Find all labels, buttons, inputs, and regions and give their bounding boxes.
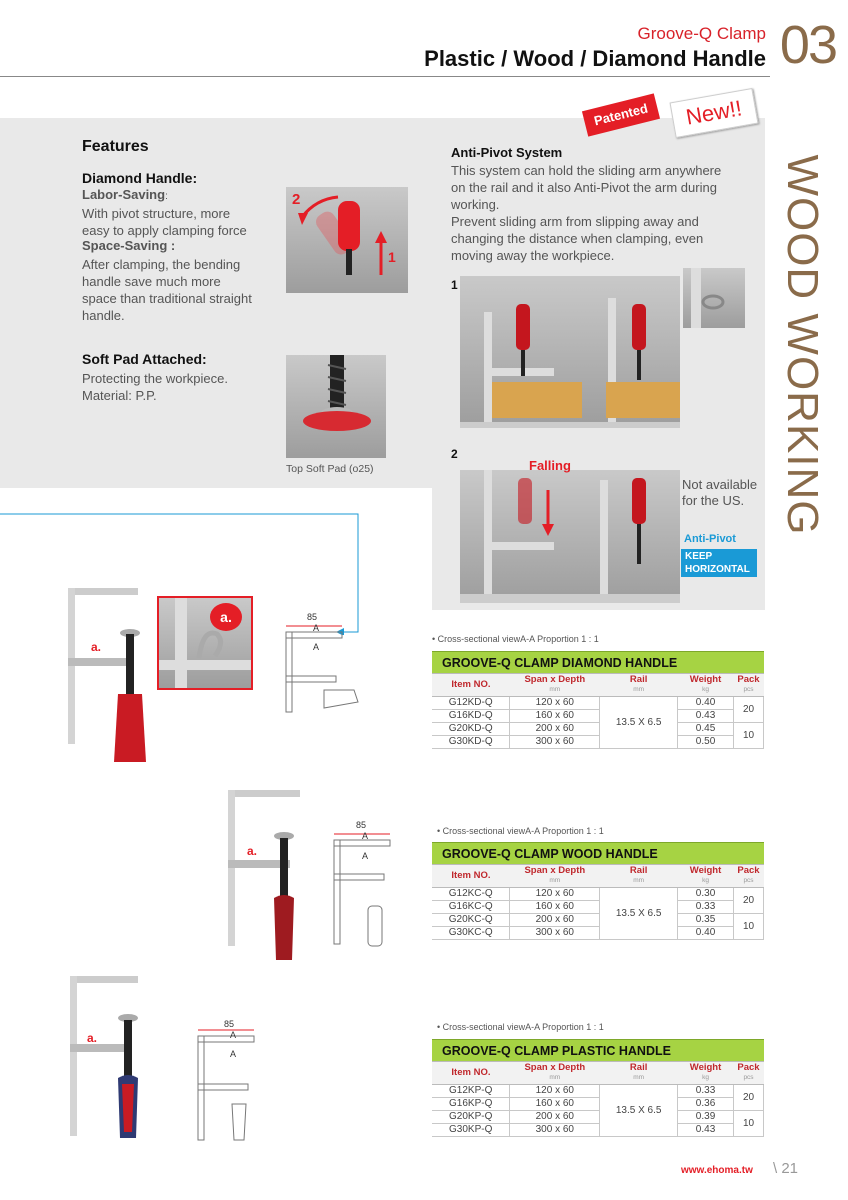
col-item: Item NO. <box>432 865 510 888</box>
cross-section-note-2: • Cross-sectional viewA-A Proportion 1 : 1 <box>437 826 604 836</box>
anti-pivot-label: Anti-Pivot <box>684 533 736 545</box>
col-weight: Weight kg <box>678 1062 734 1085</box>
step-number-1: 1 <box>451 278 458 292</box>
arrow-label-2: 2 <box>292 191 301 208</box>
diamond-section-a-top: A <box>313 623 320 633</box>
soft-pad-caption: Top Soft Pad (o25) <box>286 463 374 475</box>
callout-a-plastic: a. <box>87 1031 98 1045</box>
callout-a-badge: a. <box>210 603 242 631</box>
table-row: G16KD-Q 160 x 60 0.43 <box>432 710 764 723</box>
plastic-section-a-bottom: A <box>230 1049 237 1059</box>
labor-saving-label: Labor-Saving: <box>82 187 168 202</box>
plastic-width-dim: 85 <box>224 1019 235 1029</box>
table-row: G20KD-Q 200 x 60 0.45 10 <box>432 723 764 736</box>
wood-width-dim: 85 <box>356 820 367 830</box>
diamond-handle-heading: Diamond Handle: <box>82 170 198 186</box>
col-weight: Weight kg <box>678 865 734 888</box>
category-vertical-label: WOOD WORKING <box>778 154 827 536</box>
plastic-clamp-image <box>56 972 156 1142</box>
space-saving-text: After clamping, the bending handle save much more space than traditional straight handle. <box>82 257 252 323</box>
cross-section-note-1: • Cross-sectional viewA-A Proportion 1 : 1 <box>432 634 599 644</box>
callout-a-wood: a. <box>247 844 258 858</box>
col-rail: Rail mm <box>600 865 678 888</box>
anti-pivot-photo-2 <box>460 470 680 603</box>
col-item: Item NO. <box>432 674 510 697</box>
table-row: G30KD-Q 300 x 60 0.50 <box>432 736 764 749</box>
keep-horizontal-badge: KEEP HORIZONTAL <box>681 549 757 577</box>
diamond-section-a-bottom: A <box>313 642 320 652</box>
col-rail: Rail mm <box>600 674 678 697</box>
diamond-table-title: GROOVE-Q CLAMP DIAMOND HANDLE <box>432 651 764 673</box>
header-subtitle: Groove-Q Clamp <box>637 24 766 43</box>
arrow-label-1: 1 <box>388 249 396 265</box>
section-number: 03 <box>779 15 836 75</box>
website-link[interactable]: www.ehoma.tw <box>681 1165 753 1176</box>
plastic-cross-section-drawing <box>192 1026 262 1146</box>
diamond-cross-section-drawing <box>280 618 360 718</box>
diamond-clamp-image <box>60 586 160 768</box>
cross-section-note-3: • Cross-sectional viewA-A Proportion 1 : 1 <box>437 1022 604 1032</box>
step-number-2: 2 <box>451 447 458 461</box>
table-row: G30KC-Q 300 x 60 0.40 <box>432 927 764 940</box>
plastic-table-title: GROOVE-Q CLAMP PLASTIC HANDLE <box>432 1039 764 1061</box>
anti-pivot-photo-1 <box>460 276 680 428</box>
features-heading: Features <box>82 138 149 155</box>
col-rail: Rail mm <box>600 1062 678 1085</box>
labor-saving-text: With pivot structure, more easy to apply clamping force <box>82 206 247 238</box>
diamond-handle-photo <box>286 187 408 293</box>
space-saving-label: Space-Saving : <box>82 238 176 253</box>
page-title: Plastic / Wood / Diamond Handle <box>424 46 766 71</box>
table-row: G16KP-Q 160 x 60 0.36 <box>432 1098 764 1111</box>
not-available-note: Not available for the US. <box>682 477 758 508</box>
falling-label: Falling <box>529 458 571 473</box>
wood-spec-table <box>432 842 764 940</box>
col-pack: Pack pcs <box>734 1062 764 1085</box>
plastic-section-a-top: A <box>230 1030 237 1040</box>
page-number: \ 21 <box>773 1160 799 1177</box>
col-span: Span x Depth mm <box>510 674 600 697</box>
diamond-spec-table <box>432 651 764 749</box>
anti-pivot-heading: Anti-Pivot System <box>451 145 563 160</box>
soft-pad-photo <box>286 355 386 458</box>
soft-pad-heading: Soft Pad Attached: <box>82 351 207 367</box>
wood-clamp-image <box>222 788 312 964</box>
col-pack: Pack pcs <box>734 865 764 888</box>
col-weight: Weight kg <box>678 674 734 697</box>
plastic-spec-table <box>432 1039 764 1137</box>
wood-section-a-bottom: A <box>362 851 369 861</box>
anti-pivot-text: This system can hold the sliding arm anywhere on the rail and it also Anti-Pivot the arm during working. Prevent sliding arm from slipping away and changing the distance when clamping, even moving away the workpiece. <box>451 163 722 263</box>
col-span: Span x Depth mm <box>510 865 600 888</box>
wood-cross-section-drawing <box>328 830 398 950</box>
col-span: Span x Depth mm <box>510 1062 600 1085</box>
header-divider <box>0 76 770 77</box>
table-row: G16KC-Q 160 x 60 0.33 <box>432 901 764 914</box>
col-item: Item NO. <box>432 1062 510 1085</box>
soft-pad-text: Protecting the workpiece. Material: P.P. <box>82 371 228 403</box>
table-row: G12KC-Q 120 x 60 13.5 X 6.5 0.30 20 <box>432 888 764 901</box>
wood-section-a-top: A <box>362 831 369 841</box>
col-pack: Pack pcs <box>734 674 764 697</box>
table-row: G20KC-Q 200 x 60 0.35 10 <box>432 914 764 927</box>
new-badge: New!! <box>670 88 759 138</box>
table-row: G20KP-Q 200 x 60 0.39 10 <box>432 1111 764 1124</box>
table-row: G12KP-Q 120 x 60 13.5 X 6.5 0.33 20 <box>432 1085 764 1098</box>
diamond-width-dim: 85 <box>307 612 318 622</box>
callout-a-diamond: a. <box>91 640 102 654</box>
anti-pivot-detail-photo <box>683 268 745 328</box>
wood-table-title: GROOVE-Q CLAMP WOOD HANDLE <box>432 842 764 864</box>
table-row: G30KP-Q 300 x 60 0.43 <box>432 1124 764 1137</box>
table-row: G12KD-Q 120 x 60 13.5 X 6.5 0.40 20 <box>432 697 764 710</box>
patented-badge: Patented <box>582 93 660 136</box>
